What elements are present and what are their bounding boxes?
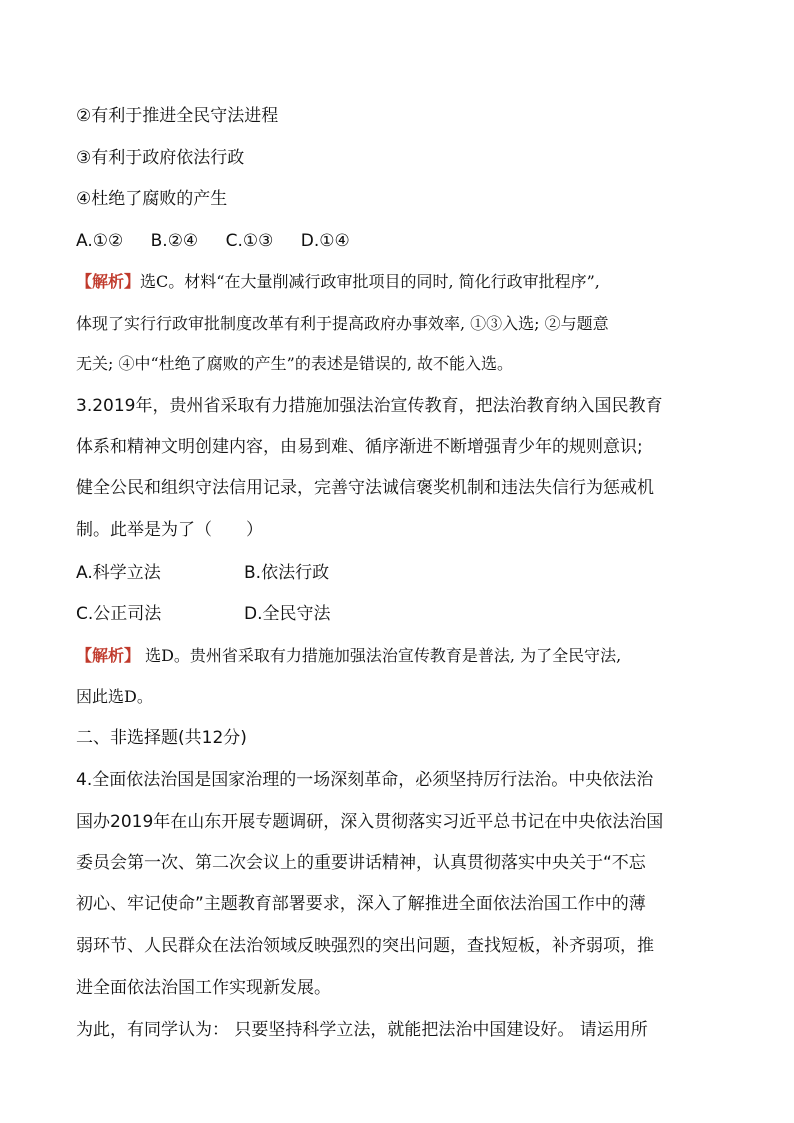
analysis-q2-line1: [76, 270, 716, 294]
analysis-q3-text1: 选D。贵州省采取有力措施加强法治宣传教育是普法, 为了全民守法,: [140, 646, 622, 665]
question-3-line3: 健全公民和组织守法信用记录，完善守法诚信褒奖机制和违法失信行为惩戒机: [76, 478, 654, 498]
analysis-tag: 【解析】: [76, 646, 141, 665]
question-3-line2: 体系和精神文明创建内容，由易到难、循序渐进不断增强青少年的规则意识;: [76, 437, 643, 457]
analysis-q3-line2: 因此选D。: [76, 687, 153, 706]
answer-choices-q2: [76, 229, 716, 253]
question-4-line2: 国办2019年在山东开展专题调研，深入贯彻落实习近平总书记在中央依法治国: [76, 812, 664, 832]
q3-option-c: C.公正司法: [76, 604, 162, 624]
q3-option-b: B.依法行政: [244, 563, 330, 583]
question-4-line5: 弱环节、人民群众在法治领域反映强烈的突出问题，查找短板，补齐弱项，推: [76, 936, 654, 956]
question-4-line3: 委员会第一次、第二次会议上的重要讲话精神，认真贯彻落实中央关于“不忘: [76, 853, 646, 873]
q3-options-row2: [76, 602, 716, 626]
answer-c: C.①③: [225, 231, 274, 251]
q3-options-row1: [76, 561, 716, 585]
section-heading: 二、非选择题(共12分): [76, 728, 247, 748]
question-4-line1: 4.全面依法治国是国家治理的一场深刻革命，必须坚持厉行法治。中央依法治: [76, 770, 654, 790]
analysis-tag: 【解析】: [76, 272, 141, 291]
option-3: ③有利于政府依法行政: [76, 148, 245, 168]
answer-b: B.②④: [150, 231, 199, 251]
analysis-q3-line1: [76, 644, 716, 668]
question-4-line6: 进全面依法治国工作实现新发展。: [76, 978, 331, 998]
question-4-line7: 为此，有同学认为： 只要坚持科学立法，就能把法治中国建设好。 请运用所: [76, 1020, 648, 1040]
analysis-q2-line2: 体现了实行行政审批制度改革有利于提高政府办事效率, ①③入选; ②与题意: [76, 314, 609, 333]
option-4: ④杜绝了腐败的产生: [76, 189, 228, 209]
question-4-line4: 初心、牢记使命”主题教育部署要求，深入了解推进全面依法治国工作中的薄: [76, 894, 646, 914]
answer-d: D.①④: [300, 231, 350, 251]
answer-a: A.①②: [76, 231, 124, 251]
q3-option-d: D.全民守法: [244, 604, 331, 624]
q3-option-a: A.科学立法: [76, 563, 161, 583]
analysis-q2-text1: 选C。材料“在大量削减行政审批项目的同时, 简化行政审批程序”,: [140, 272, 600, 291]
option-2: ②有利于推进全民守法进程: [76, 106, 279, 126]
analysis-q2-line3: 无关; ④中“杜绝了腐败的产生”的表述是错误的, 故不能入选。: [76, 354, 514, 373]
question-3-line1: 3.2019年，贵州省采取有力措施加强法治宣传教育，把法治教育纳入国民教育: [76, 396, 663, 416]
question-3-line4: 制。此举是为了（ ）: [76, 520, 263, 540]
